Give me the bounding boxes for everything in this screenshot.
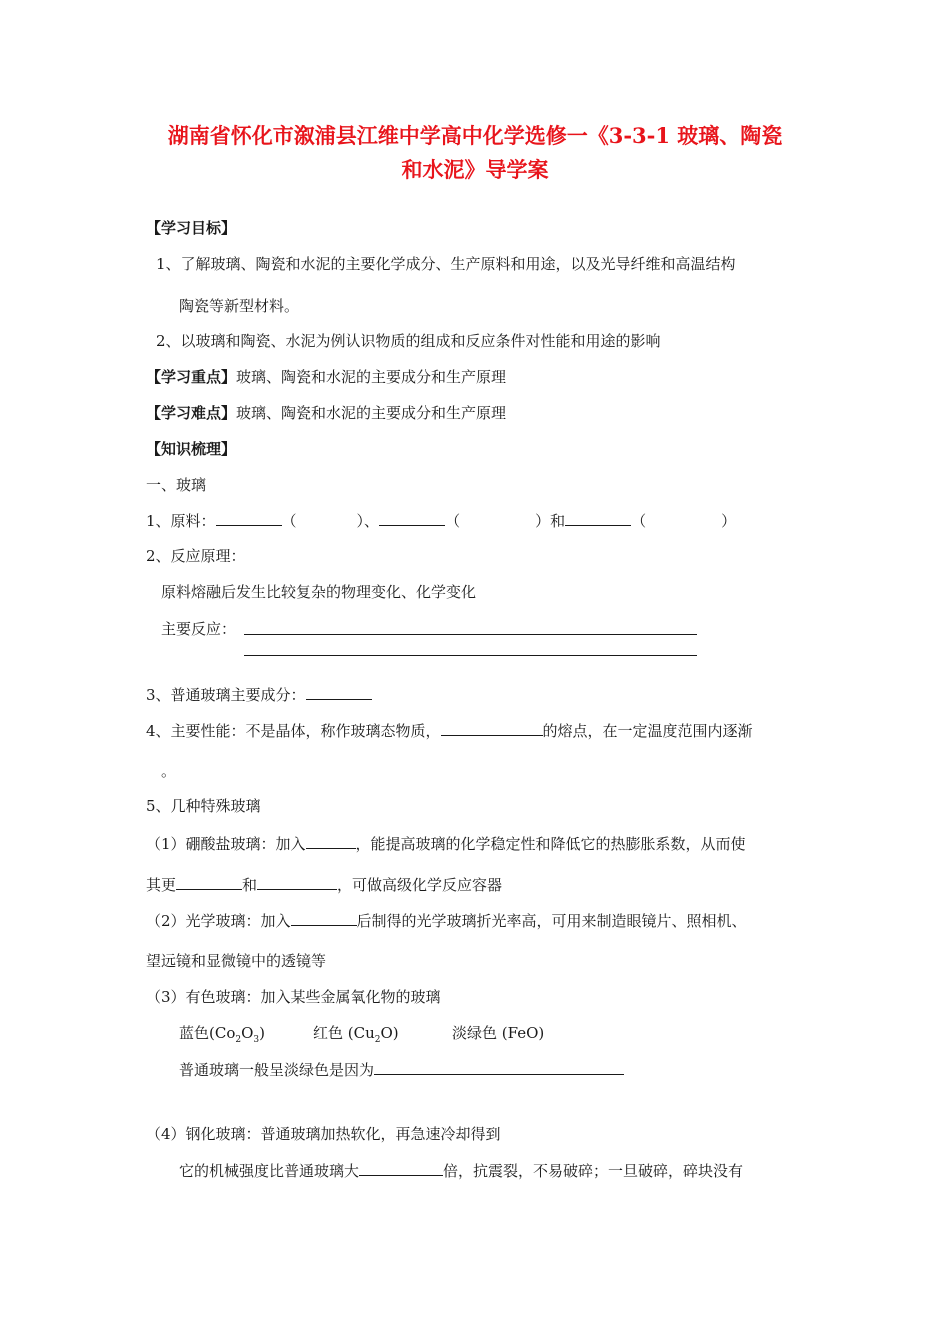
blue-text-3: )	[259, 1024, 266, 1042]
tempered-c: 倍，抗震裂，不易破碎；一旦破碎，碎块没有	[443, 1162, 744, 1180]
main-reaction-line-2[interactable]	[244, 655, 697, 656]
tempered-b: 它的机械强度比普通玻璃大	[179, 1162, 360, 1180]
raw-paren-2: （ ）和	[445, 512, 566, 530]
principle-label: 2、反应原理：	[146, 547, 246, 565]
component-blank[interactable]	[306, 684, 372, 700]
borosilicate-c: 其更	[146, 876, 177, 894]
raw-blank-3[interactable]	[565, 510, 631, 526]
principle-desc: 原料熔融后发生比较复杂的物理变化、化学变化	[161, 583, 477, 601]
colored-note	[179, 1059, 624, 1080]
raw-blank-2[interactable]	[379, 510, 445, 526]
title-line-1: 湖南省怀化市溆浦县江维中学高中化学选修一《3-3-1 玻璃、陶瓷	[167, 123, 783, 148]
colored-blue: 蓝色$(Co_2O_3)$	[179, 1024, 266, 1045]
blue-text-2: O	[241, 1024, 254, 1042]
borosilicate-d: 和	[242, 876, 258, 894]
optical-line-1	[146, 910, 747, 931]
section-glass: 一、玻璃	[146, 476, 207, 494]
raw-paren-1: （ ）、	[281, 512, 380, 530]
main-reaction-line-1[interactable]	[244, 634, 697, 635]
property-blank[interactable]	[441, 720, 543, 736]
borosilicate-line-2	[146, 874, 502, 895]
component	[146, 684, 372, 705]
borosilicate-blank-1[interactable]	[306, 833, 356, 849]
key-point-text: 玻璃、陶瓷和水泥的主要成分和生产原理	[236, 368, 507, 386]
optical-a: （2）光学玻璃：加入	[146, 912, 291, 930]
difficulty	[146, 403, 506, 423]
objective-1b: 陶瓷等新型材料。	[179, 297, 300, 315]
colored-green: 淡绿色 (FeO)	[452, 1024, 545, 1042]
borosilicate-blank-3[interactable]	[257, 874, 337, 890]
colored-note-blank[interactable]	[374, 1059, 624, 1075]
objective-2: 2、以玻璃和陶瓷、水泥为例认识物质的组成和反应条件对性能和用途的影响	[156, 332, 661, 350]
property-a: 4、主要性能：不是晶体，称作玻璃态物质，	[146, 722, 441, 740]
objective-1a: 1、了解玻璃、陶瓷和水泥的主要化学成分、生产原料和用途，以及光导纤维和高温结构	[156, 255, 736, 273]
special-glass-heading: 5、几种特殊玻璃	[146, 797, 261, 815]
borosilicate-line-1	[146, 833, 746, 854]
objectives-heading: 【学习目标】	[146, 219, 237, 237]
main-reaction-label: 主要反应：	[161, 620, 237, 638]
optical-line-2: 望远镜和显微镜中的透镜等	[146, 952, 327, 970]
raw-blank-1[interactable]	[216, 510, 282, 526]
knowledge-heading: 【知识梳理】	[146, 440, 237, 458]
tempered-blank[interactable]	[359, 1160, 443, 1176]
difficulty-text: 玻璃、陶瓷和水泥的主要成分和生产原理	[236, 404, 507, 422]
difficulty-label: 【学习难点】	[146, 404, 237, 422]
tempered-line-1: （4）钢化玻璃：普通玻璃加热软化，再急速冷却得到	[146, 1125, 501, 1143]
red-text-2: O)	[380, 1024, 399, 1042]
colored-note-text: 普通玻璃一般呈淡绿色是因为	[179, 1061, 375, 1079]
colored-red: 红色 $(Cu_2O)$	[313, 1024, 399, 1045]
property-line	[146, 720, 753, 741]
raw-label: 1、原料：	[146, 512, 216, 530]
optical-b: 后制得的光学玻璃折光率高，可用来制造眼镜片、照相机、	[356, 912, 747, 930]
red-text: 红色 (Cu	[313, 1024, 375, 1042]
property-end: 。	[161, 762, 177, 780]
colored-heading: （3）有色玻璃：加入某些金属氧化物的玻璃	[146, 988, 441, 1006]
optical-blank[interactable]	[291, 910, 357, 926]
document-title	[130, 119, 820, 187]
blue-text: 蓝色(Co	[179, 1024, 236, 1042]
tempered-line-2	[179, 1160, 743, 1181]
title-line-2: 和水泥》导学案	[401, 157, 549, 182]
key-point	[146, 367, 506, 387]
borosilicate-e: ，可做高级化学反应容器	[337, 876, 503, 894]
raw-materials	[146, 510, 736, 531]
borosilicate-a: （1）硼酸盐玻璃：加入	[146, 835, 306, 853]
raw-paren-3: （ ）	[631, 512, 737, 530]
key-point-label: 【学习重点】	[146, 368, 237, 386]
borosilicate-b: ，能提高玻璃的化学稳定性和降低它的热膨胀系数，从而使	[355, 835, 746, 853]
property-b: 的熔点，在一定温度范围内逐渐	[542, 722, 753, 740]
component-label: 3、普通玻璃主要成分：	[146, 686, 306, 704]
borosilicate-blank-2[interactable]	[176, 874, 242, 890]
